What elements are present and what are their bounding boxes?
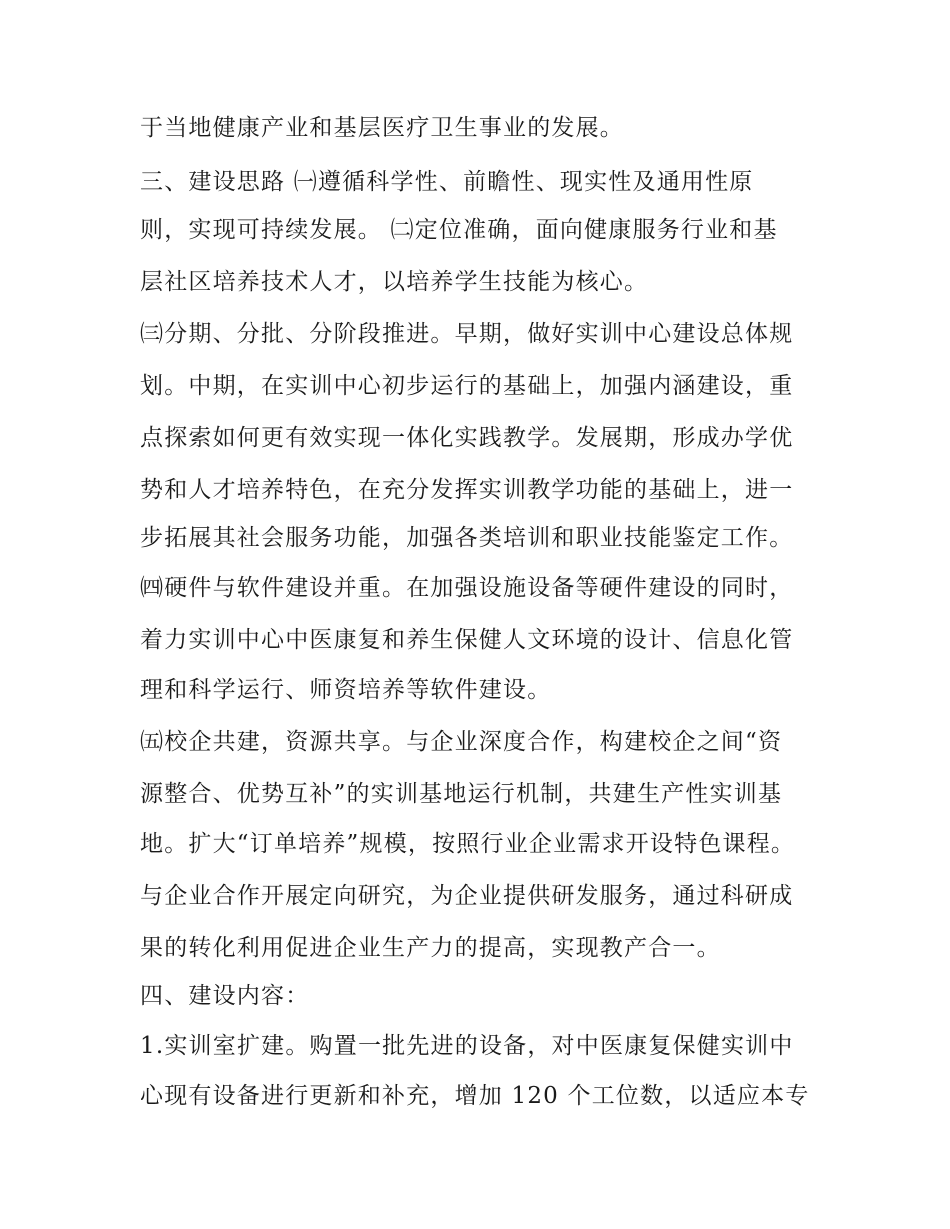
text-line: 着力实训中心中医康复和养生保健人文环境的设计、信息化管 <box>140 627 794 653</box>
text-line: 地。扩大“订单培养”规模，按照行业企业需求开设特色课程。 <box>140 831 796 857</box>
text-line: 层社区培养技术人才，以培养学生技能为核心。 <box>140 269 649 295</box>
text-line: 于当地健康产业和基层医疗卫生事业的发展。 <box>140 115 624 141</box>
text-line: 源整合、优势互补”的实训基地运行机制，共建生产性实训基 <box>140 781 783 807</box>
text-line: 步拓展其社会服务功能，加强各类培训和职业技能鉴定工作。 <box>140 525 794 551</box>
text-line: 与企业合作开展定向研究，为企业提供研发服务，通过科研成 <box>140 883 794 909</box>
text-line: 点探索如何更有效实现一体化实践教学。发展期，形成办学优 <box>140 425 794 451</box>
text-line: ㈣硬件与软件建设并重。在加强设施设备等硬件建设的同时， <box>140 575 794 601</box>
text-line: 果的转化利用促进企业生产力的提高，实现教产合一。 <box>140 935 721 961</box>
text-line: 1.实训室扩建。购置一批先进的设备，对中医康复保健实训中 <box>140 1033 794 1059</box>
text-line: ㈤校企共建，资源共享。与企业深度合作，构建校企之间“资 <box>140 729 783 755</box>
text-line: 心现有设备进行更新和补充，增加 120 个工位数，以适应本专 <box>140 1083 810 1109</box>
text-line: 划。中期，在实训中心初步运行的基础上，加强内涵建设，重 <box>140 373 794 399</box>
text-line: 则，实现可持续发展。 ㈡定位准确，面向健康服务行业和基 <box>140 217 778 243</box>
text-line: ㈢分期、分批、分阶段推进。早期，做好实训中心建设总体规 <box>140 321 794 347</box>
text-line: 理和科学运行、师资培养等软件建设。 <box>140 677 552 703</box>
text-line: 四、建设内容： <box>140 983 310 1009</box>
text-line: 势和人才培养特色，在充分发挥实训教学功能的基础上，进一 <box>140 477 794 503</box>
text-line: 三、建设思路 ㈠遵循科学性、前瞻性、现实性及通用性原 <box>140 169 754 195</box>
